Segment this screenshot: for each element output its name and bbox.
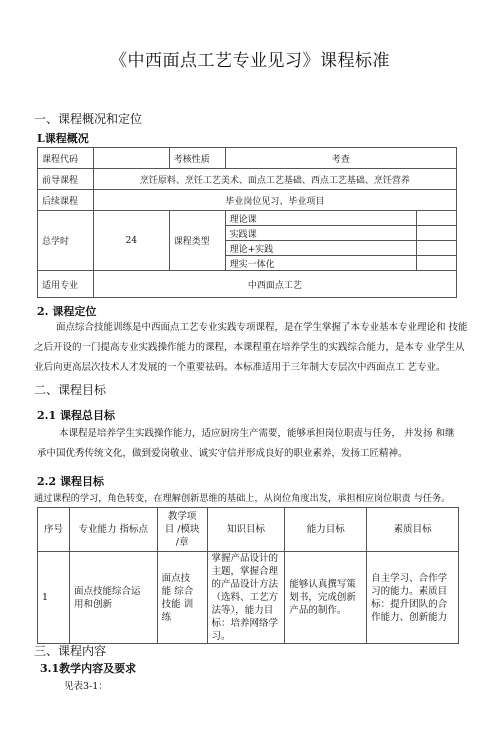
section-heading-1: 一、课程概况和定位 xyxy=(34,112,143,126)
cell-type-option: 实践课 xyxy=(225,226,416,241)
cell-pre-label: 前导课程 xyxy=(38,169,94,190)
cell-post-value: 毕业岗位见习、毕业项目 xyxy=(93,190,456,211)
see-table-note: 见表3-1： xyxy=(64,681,108,692)
cell-type-check xyxy=(417,226,457,241)
cell-type-check xyxy=(417,256,457,271)
subsection-heading-overall-goal: 2.1 课程总目标 xyxy=(37,409,115,422)
cell-type-label: 课程类型 xyxy=(169,211,225,271)
page-title: 《中西面点工艺专业见习》课程标准 xyxy=(110,51,390,71)
positioning-line: 之后开设的一门提高专业实践操作能力的课程，本课程重在培养学生的实践综合能力，是本专 业学生从 xyxy=(34,342,465,353)
section-heading-2: 二、课程目标 xyxy=(34,383,107,397)
header-module: 教学项 目 /模块 /章 xyxy=(157,508,207,552)
section-heading-3: 三、课程内容 xyxy=(34,644,107,658)
course-overview-table xyxy=(37,147,457,298)
cell-assess-value: 考查 xyxy=(225,148,456,169)
cell-type-check xyxy=(417,211,457,226)
cell-major-label: 适用专业 xyxy=(38,271,94,298)
subsection-heading-goals: 2.2 课程目标 xyxy=(37,475,104,488)
subsection-heading-content: 3.1教学内容及要求 xyxy=(40,662,137,675)
cell-pre-value: 烹饪原料、烹饪工艺美术、面点工艺基础、西点工艺基础、烹饪营养 xyxy=(93,169,456,190)
header-no: 序号 xyxy=(38,508,70,552)
cell-hours-value: 24 xyxy=(93,211,169,271)
subsection-heading-overview: L课程概况 xyxy=(37,132,89,145)
positioning-line: 面点综合技能训练是中西面点工艺专业实践专项课程，是在学生掌握了本专业基本专业理论和 技能 xyxy=(56,322,468,333)
goal-line: 承中国优秀传统文化，做到爱岗敬业、诚实守信并形成良好的职业素养，发扬工匠精神。 xyxy=(37,448,408,459)
row-quality: 自主学习、合作学习的能力。素质目标：提升团队的合作能力、创新能力 xyxy=(367,552,459,644)
row-no: 1 xyxy=(38,552,70,644)
cell-code-value xyxy=(93,148,169,169)
header-knowledge: 知识目标 xyxy=(207,508,285,552)
cell-type-option: 理论+实践 xyxy=(225,241,416,256)
cell-assess-label: 考核性质 xyxy=(169,148,225,169)
goal-line: 本课程是培养学生实践操作能力，适应厨房生产需要，能够承担岗位职责与任务， 并发扬 和继 xyxy=(59,428,455,439)
cell-major-value: 中西面点工艺 xyxy=(93,271,456,298)
row-ability: 面点技能综合运 用和创新 xyxy=(69,552,157,644)
header-ability: 专业能力 指标点 xyxy=(69,508,157,552)
course-target-table xyxy=(37,507,459,644)
cell-hours-label: 总学时 xyxy=(38,211,94,271)
cell-post-label: 后续课程 xyxy=(38,190,94,211)
row-knowledge: 掌握产品设计的主题，掌握合理的产品设计方法（选料、工艺方法等），能力目标：培养网络学习。 xyxy=(207,552,285,644)
goal-paragraph xyxy=(37,424,477,464)
positioning-line: 业后向更高层次技术人才发展的一个重要祛码。本标准适用于三年制大专层次中西面点工 艺专业。 xyxy=(34,362,446,373)
goal-intro: 通过课程的学习，角色转变，在理解创新思维的基础上，从岗位角度出发，承担相应岗位职责 与任务。 xyxy=(34,493,451,504)
header-skill: 能力目标 xyxy=(285,508,367,552)
row-module: 面点技 能 综合 技能 训 练 xyxy=(157,552,207,644)
positioning-paragraph xyxy=(34,318,474,378)
cell-type-check xyxy=(417,241,457,256)
cell-type-option: 理实一体化 xyxy=(225,256,416,271)
cell-type-option: 理论课 xyxy=(225,211,416,226)
subsection-heading-positioning: 2. 课程定位 xyxy=(37,305,97,318)
cell-code-label: 课程代码 xyxy=(38,148,94,169)
header-quality: 素质目标 xyxy=(367,508,459,552)
row-skill: 能够认真撰写策划书，完成创新产品的制作。 xyxy=(285,552,367,644)
